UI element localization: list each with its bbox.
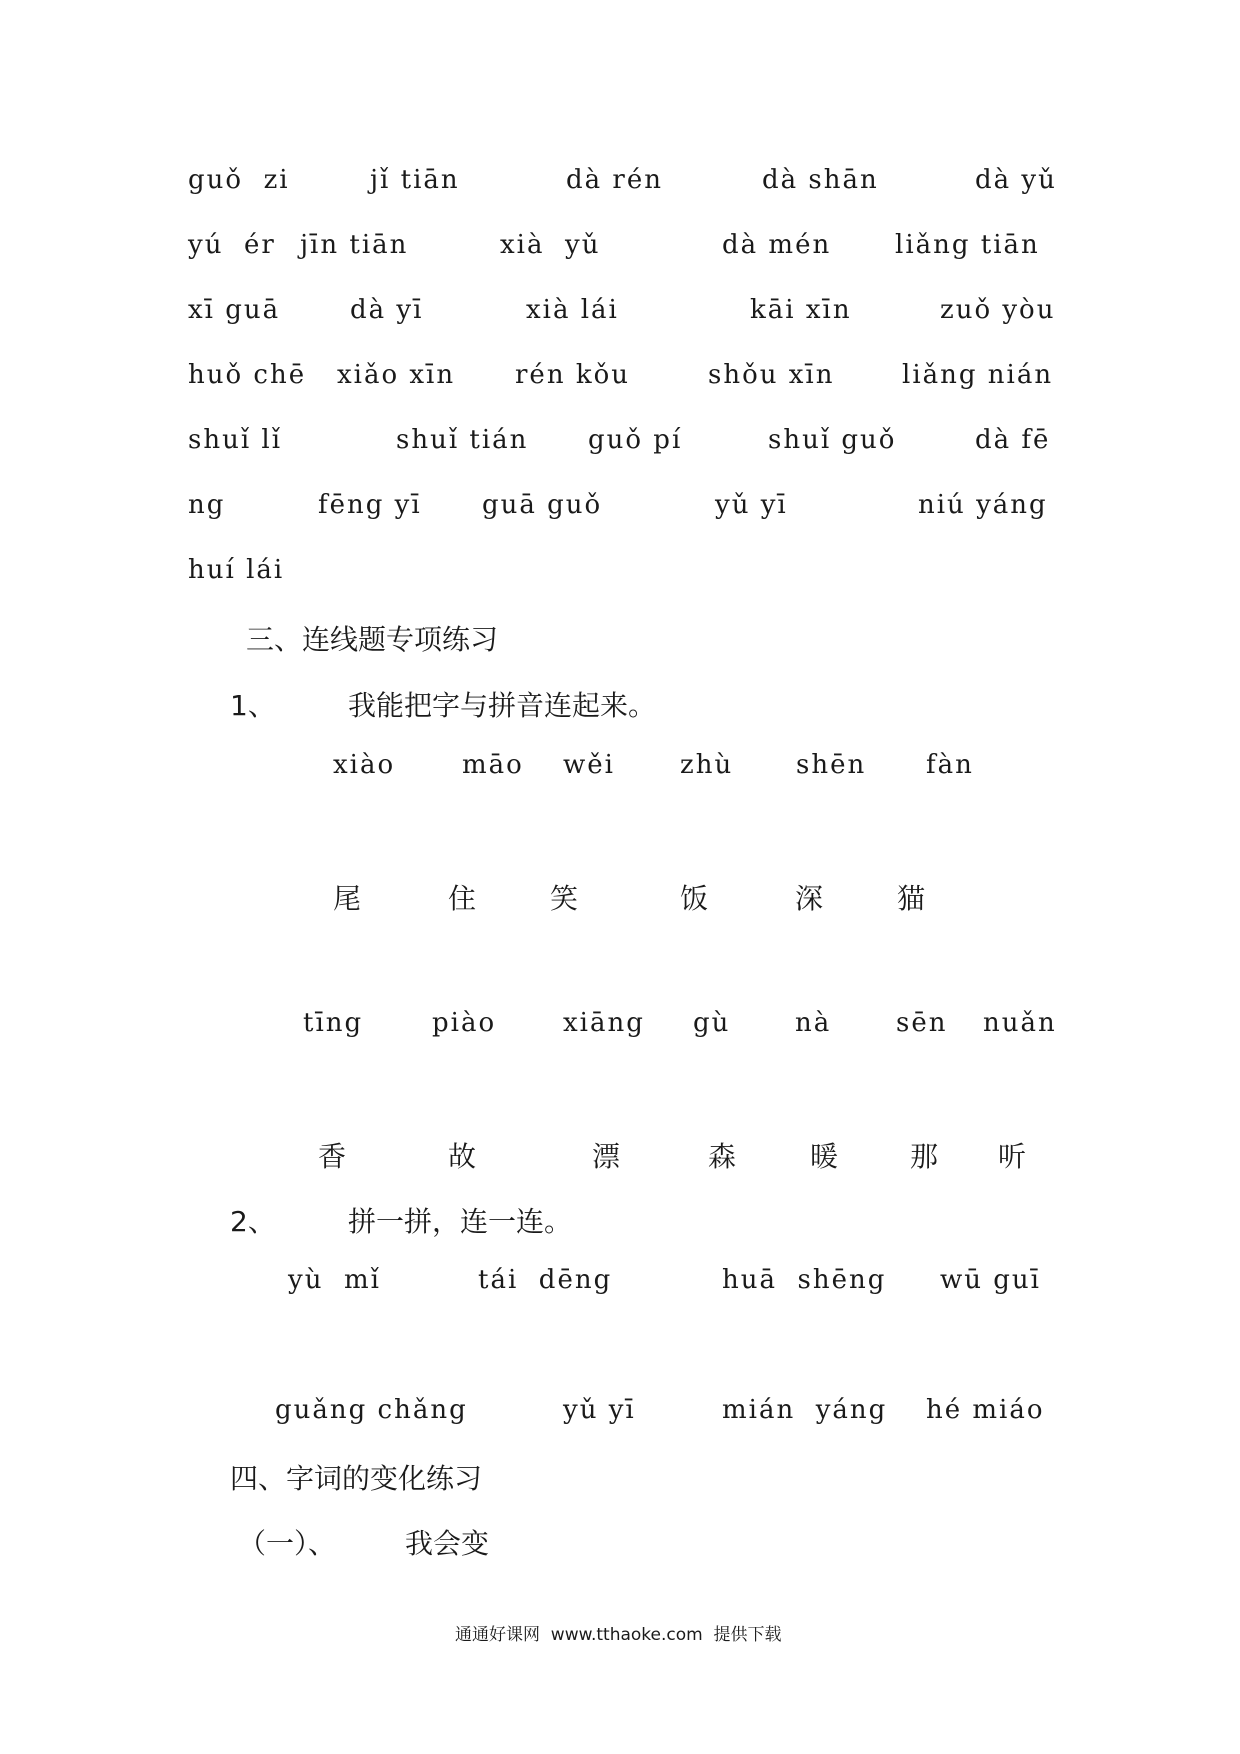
character-option: 故	[448, 1140, 477, 1173]
pinyin-word: zuǒ yòu	[940, 295, 1056, 325]
pinyin-option: hé miáo	[926, 1395, 1045, 1425]
character-option: 香	[318, 1140, 347, 1173]
pinyin-word: kāi xīn	[750, 295, 852, 325]
character-option: 深	[795, 882, 824, 915]
character-option: 那	[910, 1140, 939, 1173]
pinyin-word: xià yǔ	[500, 230, 601, 260]
pinyin-word: guǒ pí	[588, 425, 683, 455]
pinyin-word: jīn tiān	[300, 230, 409, 260]
question-number: 2、	[230, 1205, 276, 1238]
character-option: 猫	[897, 882, 926, 915]
pinyin-word: ng	[188, 490, 226, 520]
pinyin-option: māo	[462, 750, 524, 780]
question-text: 拼一拼，连一连。	[348, 1205, 573, 1238]
character-option: 饭	[680, 882, 709, 915]
pinyin-option: huā shēng	[722, 1265, 887, 1295]
pinyin-word: dà fē	[975, 425, 1051, 455]
pinyin-word: yǔ yī	[715, 490, 788, 520]
character-option: 暖	[810, 1140, 839, 1173]
footer-text: 通通好课网 www.tthaoke.com 提供下载	[455, 1625, 782, 1645]
pinyin-option: xiāng	[563, 1008, 645, 1038]
character-option: 笑	[550, 882, 579, 915]
character-option: 漂	[592, 1140, 621, 1173]
character-option: 尾	[333, 882, 362, 915]
section-title: 四、字词的变化练习	[230, 1462, 483, 1495]
pinyin-word: xià lái	[526, 295, 619, 325]
pinyin-option: mián yáng	[722, 1395, 888, 1425]
pinyin-word: jǐ tiān	[370, 165, 460, 195]
pinyin-word: dà yī	[350, 295, 424, 325]
pinyin-word: dà shān	[762, 165, 879, 195]
pinyin-option: gù	[693, 1008, 731, 1038]
pinyin-option: shēn	[796, 750, 867, 780]
character-option: 森	[708, 1140, 737, 1173]
pinyin-word: dà mén	[722, 230, 832, 260]
pinyin-word: guā guǒ	[482, 490, 603, 520]
pinyin-word: xī guā	[188, 295, 281, 325]
pinyin-word: shuǐ tián	[396, 425, 529, 455]
pinyin-option: zhù	[680, 750, 734, 780]
pinyin-word: shuǐ guǒ	[768, 425, 897, 455]
pinyin-word: fēng yī	[318, 490, 422, 520]
pinyin-option: nà	[795, 1008, 832, 1038]
pinyin-option: fàn	[926, 750, 974, 780]
section-title: 三、连线题专项练习	[246, 623, 499, 656]
pinyin-option: wū guī	[940, 1265, 1041, 1295]
pinyin-option: tái dēng	[478, 1265, 613, 1295]
pinyin-word: shǒu xīn	[708, 360, 835, 390]
question-text: 我能把字与拼音连起来。	[348, 689, 657, 722]
pinyin-word: dà rén	[566, 165, 663, 195]
pinyin-word: yú ér	[188, 230, 276, 260]
pinyin-option: sēn	[896, 1008, 948, 1038]
pinyin-word: shuǐ lǐ	[188, 425, 283, 455]
pinyin-option: nuǎn	[983, 1008, 1057, 1038]
subsection-text: 我会变	[405, 1527, 490, 1560]
pinyin-word: huí lái	[188, 555, 285, 585]
pinyin-option: wěi	[563, 750, 615, 780]
character-option: 住	[448, 882, 477, 915]
pinyin-word: niú yáng	[918, 490, 1048, 520]
pinyin-option: yù mǐ	[288, 1265, 381, 1295]
pinyin-word: xiǎo xīn	[337, 360, 456, 390]
pinyin-word: dà yǔ	[975, 165, 1057, 195]
pinyin-word: liǎng tiān	[895, 230, 1040, 260]
pinyin-word: liǎng nián	[902, 360, 1054, 390]
character-option: 听	[998, 1140, 1027, 1173]
pinyin-option: guǎng chǎng	[275, 1395, 468, 1425]
pinyin-option: yǔ yī	[563, 1395, 636, 1425]
question-number: 1、	[230, 689, 276, 722]
pinyin-option: tīng	[303, 1008, 364, 1038]
pinyin-word: guǒ zi	[188, 165, 290, 195]
pinyin-word: huǒ chē	[188, 360, 307, 390]
pinyin-option: xiào	[333, 750, 396, 780]
pinyin-word: rén kǒu	[515, 360, 630, 390]
subsection-number: （一）、	[238, 1527, 337, 1560]
pinyin-option: piào	[432, 1008, 497, 1038]
